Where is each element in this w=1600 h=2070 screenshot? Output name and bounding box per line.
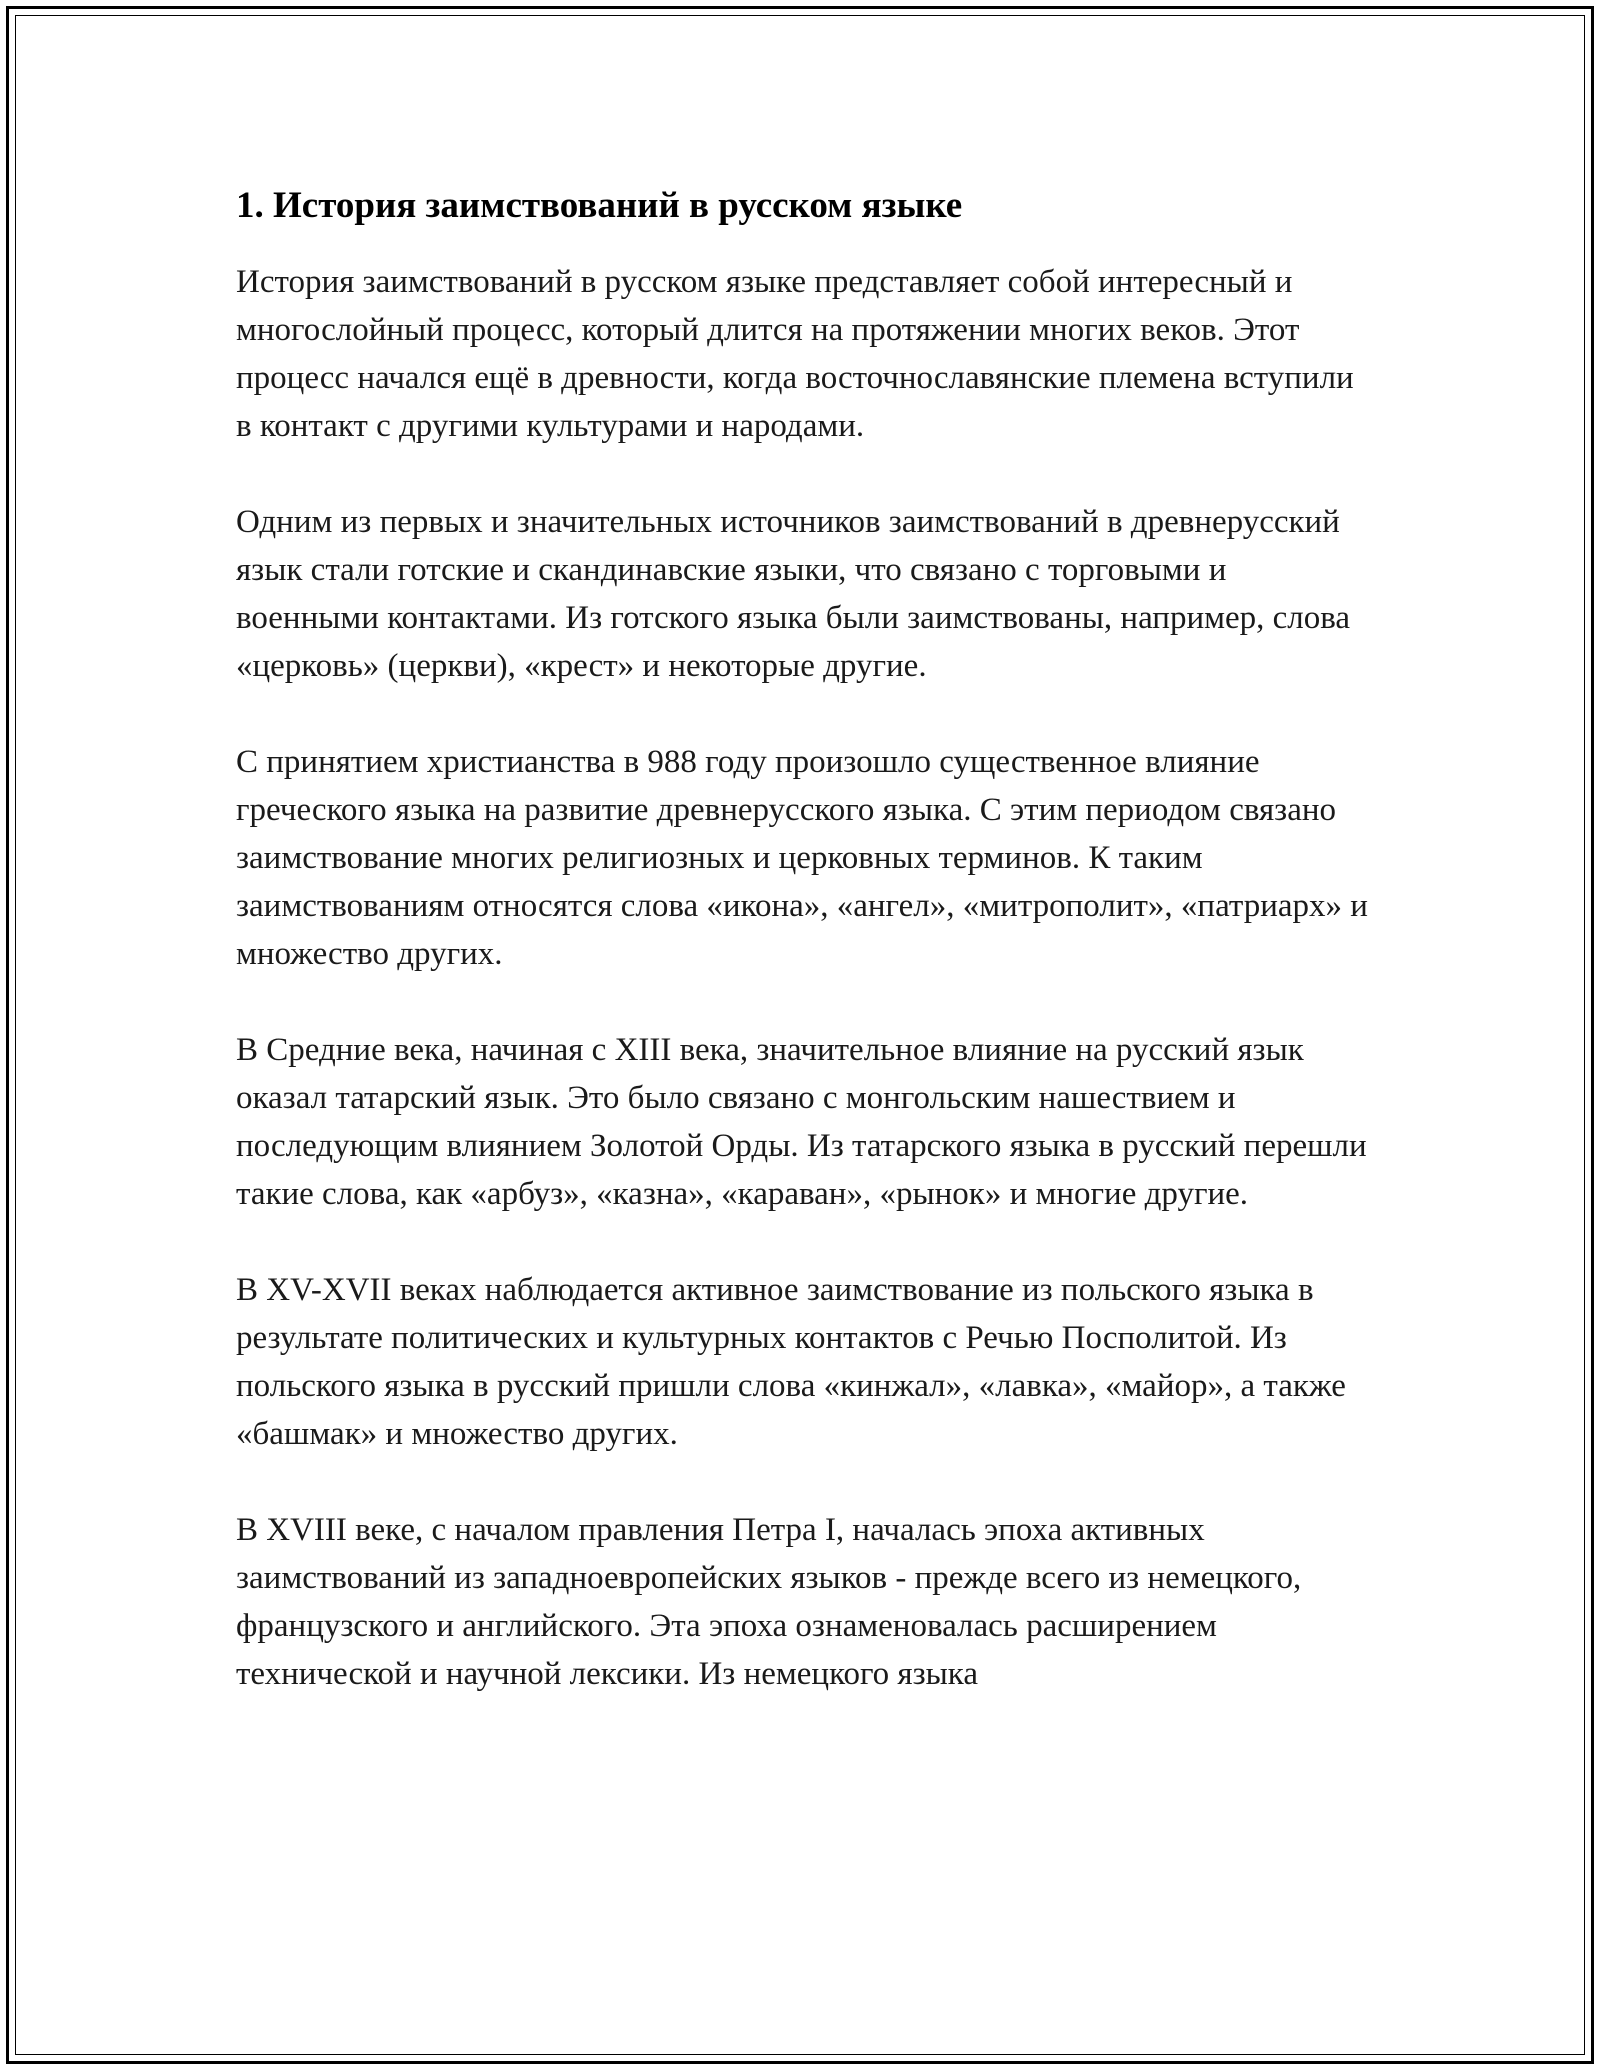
paragraph-intro: История заимствований в русском языке представляет собой интересный и многослойный процесс, который длится на протяжении многих веков. Этот процесс начался ещё в древности, когда восточнославянские племена вступили в контакт с другими культурами и народами. — [236, 263, 1354, 444]
paragraph-gothic-scandinavian: Одним из первых и значительных источников заимствований в древнерусский язык стали готские и скандинавские языки, что связано с торговыми и военными контактами. Из готского языка были заимствованы, например, слова «церковь» (церкви), «крест» и некоторые другие. — [236, 503, 1351, 684]
section-heading: 1. История заимствований в русском языке — [236, 185, 963, 226]
paragraph-polish: В XV-XVII веках наблюдается активное заимствование из польского языка в результате политических и культурных контактов с Речью Посполитой. Из польского языка в русский пришли слова «кинжал», «лавка», «майор», а также «башмак» и множество других. — [236, 1271, 1346, 1452]
paragraph-western-european: В XVIII веке, с началом правления Петра I, началась эпоха активных заимствований из западноевропейских языков - прежде всего из немецкого, французского и английского. Эта эпоха ознаменовалась расширением технической и научной лексики. Из немецкого языка — [236, 1511, 1302, 1692]
paragraph-tatar: В Средние века, начиная с XIII века, значительное влияние на русский язык оказал татарский язык. Это было связано с монгольским нашествием и последующим влиянием Золотой Орды. Из татарского языка в русский перешли такие слова, как «арбуз», «казна», «караван», «рынок» и многие другие. — [236, 1031, 1367, 1212]
paragraph-greek: С принятием христианства в 988 году произошло существенное влияние греческого языка на развитие древнерусского языка. С этим периодом связано заимствование многих религиозных и церковных терминов. К таким заимствованиям относятся слова «икона», «ангел», «митрополит», «патриарх» и множество других. — [236, 743, 1368, 972]
document-body — [236, 180, 1376, 1746]
